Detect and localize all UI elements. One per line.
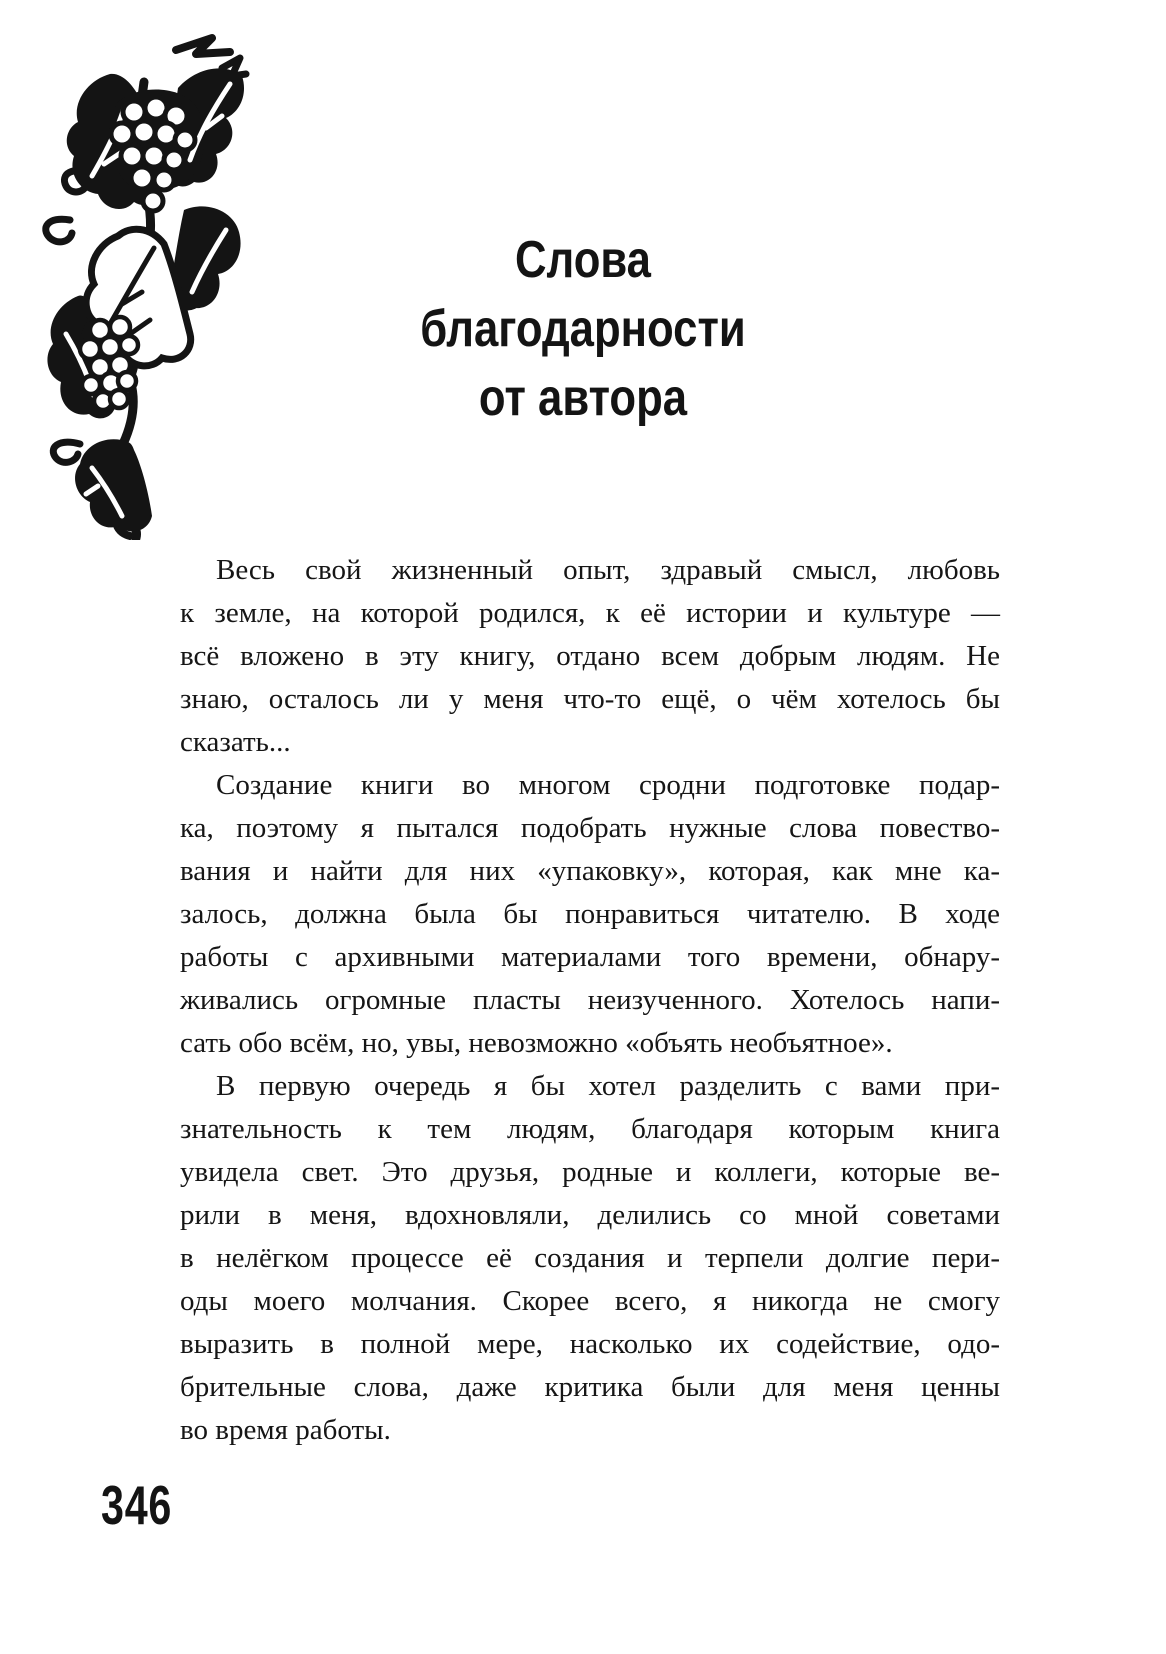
text-line: В первую очередь я бы хотел разделить с вами при-	[216, 1070, 1000, 1102]
text-line: в нелёгком процессе её создания и терпели долгие пери-	[180, 1242, 1000, 1274]
text-line: брительные слова, даже критика были для меня ценны	[180, 1371, 1000, 1403]
text-line: во время работы.	[180, 1414, 391, 1446]
text-line: сказать...	[180, 726, 291, 758]
page-number: 346	[101, 1474, 173, 1536]
chapter-title-line: Слова	[515, 231, 651, 289]
text-line: знаю, осталось ли у меня что-то ещё, о чём хотелось бы	[180, 683, 1000, 715]
text-line: живались огромные пласты неизученного. Хотелось напи-	[180, 984, 1000, 1016]
body-text	[180, 549, 1000, 1452]
text-line: к земле, на которой родился, к её истории и культуре —	[180, 597, 1000, 629]
text-line: сать обо всём, но, увы, невозможно «объять необъятное».	[180, 1027, 893, 1059]
text-line: Весь свой жизненный опыт, здравый смысл, любовь	[216, 554, 1000, 586]
paragraph	[180, 549, 1000, 764]
text-line: всё вложено в эту книгу, отдано всем добрым людям. Не	[180, 640, 1000, 672]
text-line: рили в меня, вдохновляли, делились со мной советами	[180, 1199, 1000, 1231]
text-line: залось, должна была бы понравиться читателю. В ходе	[180, 898, 1000, 930]
paragraph	[180, 764, 1000, 1065]
chapter-title-line: от автора	[478, 369, 688, 427]
text-line: знательность к тем людям, благодаря которым книга	[180, 1113, 1000, 1145]
text-line: Создание книги во многом сродни подготовке подар-	[216, 769, 1000, 801]
chapter-title-line: благодарности	[420, 300, 746, 358]
text-line: работы с архивными материалами того времени, обнару-	[180, 941, 1000, 973]
text-line: ка, поэтому я пытался подобрать нужные слова повество-	[180, 812, 1000, 844]
text-line: выразить в полной мере, насколько их содействие, одо-	[180, 1328, 1000, 1360]
text-line: оды моего молчания. Скорее всего, я никогда не смогу	[180, 1285, 1000, 1317]
text-line: вания и найти для них «упаковку», которая, как мне ка-	[180, 855, 1000, 887]
text-line: увидела свет. Это друзья, родные и коллеги, которые ве-	[180, 1156, 1000, 1188]
chapter-title	[173, 226, 993, 433]
paragraph	[180, 1065, 1000, 1452]
